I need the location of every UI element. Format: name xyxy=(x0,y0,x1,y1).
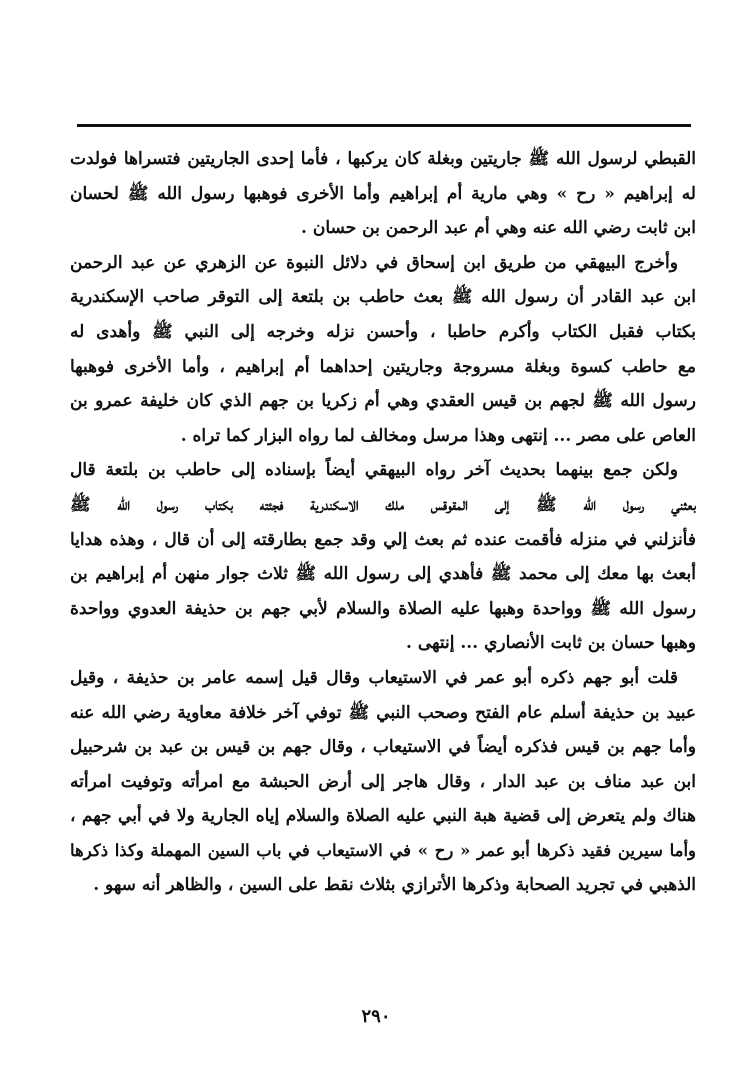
text-line: ابن عبد القادر أن رسول الله ﷺ بعث حاطب بن بلتعة إلى التوقر صاحب الإسكندرية xyxy=(70,287,696,308)
text-line: القبطي لرسول الله ﷺ جاريتين وبغلة كان يركبها ، فأما إحدى الجاريتين فتسراها فولدت xyxy=(70,149,696,169)
text-line: ابن ثابت رضي الله عنه وهي أم عبد الرحمن بن حسان . xyxy=(301,218,696,239)
text-line: وأخرج البيهقي من طريق ابن إسحاق في دلائل النبوة عن الزهري عن عبد الرحمن xyxy=(70,252,678,273)
body-text xyxy=(70,142,696,903)
text-line: الذهبي في تجريد الصحابة وذكرها الأترازي بثلاث نقط على السين ، والظاهر أنه سهو . xyxy=(93,875,696,896)
text-line: بكتاب فقبل الكتاب وأكرم حاطبا ، وأحسن نزله وخرجه إلى النبي ﷺ وأهدى له xyxy=(70,321,696,342)
text-line: فأنزلني في منزله فأقمت عنده ثم بعث إلي وقد جمع بطارقته إلى أن قال ، وهذه هدايا xyxy=(70,529,696,550)
text-line: هناك ولم يتعرض إلى قضية هبة النبي عليه الصلاة والسلام إياه الجارية ولا في أبي جهم ، xyxy=(70,806,696,827)
text-line: أبعث بها معك إلى محمد ﷺ فأهدي إلى رسول الله ﷺ ثلاث جوار منهن أم إبراهيم بن xyxy=(70,564,696,585)
text-line: مع حاطب كسوة وبغلة مسروجة وجاريتين إحداهما أم إبراهيم ، وأما الأخرى فوهبها xyxy=(70,356,696,377)
text-line: قلت أبو جهم ذكره أبو عمر في الاستيعاب وقال قيل إسمه عامر بن حذيفة ، وقيل xyxy=(70,667,678,688)
paragraph-1 xyxy=(70,142,696,246)
text-line: رسول الله ﷺ لجهم بن قيس العقدي وهي أم زكريا بن جهم الذي كان خليفة عمرو بن xyxy=(70,391,696,412)
header-rule xyxy=(77,124,691,127)
text-line: العاص على مصر ... إنتهى وهذا مرسل ومخالف لما رواه البزار كما تراه . xyxy=(180,425,696,446)
text-line: وأما جهم بن قيس فذكره أيضاً في الاستيعاب ، وقال جهم بن قيس بن عبد بن شرحبيل xyxy=(70,737,696,758)
page-number: ٢٩٠ xyxy=(361,1006,391,1027)
text-line: وهبها حسان بن ثابت الأنصاري ... إنتهى . xyxy=(406,633,696,654)
text-line: ولكن جمع بينهما بحديث آخر رواه البيهقي أيضاً بإسناده إلى حاطب بن بلتعة قال xyxy=(70,460,678,481)
paragraph-4 xyxy=(70,661,696,903)
text-line: وأما سيرين فقيد ذكرها أبو عمر « رح » في الاستيعاب في باب السين المهملة وكذا ذكرها xyxy=(70,840,696,860)
paragraph-3 xyxy=(70,453,696,661)
text-line: رسول الله ﷺ وواحدة وهبها عليه الصلاة والسلام لأبي جهم بن حذيفة العدوي وواحدة xyxy=(70,598,696,619)
paragraph-2 xyxy=(70,246,696,454)
text-line: عبيد بن حذيفة أسلم عام الفتح وصحب النبي ﷺ توفي آخر خلافة معاوية رضي الله عنه xyxy=(70,702,696,723)
text-line: ابن عبد مناف بن عبد الدار ، وقال هاجر إلى أرض الحبشة مع امرأته وتوفيت امرأته xyxy=(70,771,696,792)
text-line: بعثني رسول الله ﷺ إلى المقوقس ملك الاسكندرية فجئته بكتاب رسول الله ﷺ xyxy=(70,494,696,515)
text-line: له إبراهيم « رح » وهي مارية أم إبراهيم وأما الأخرى فوهبها رسول الله ﷺ لحسان xyxy=(70,183,696,204)
